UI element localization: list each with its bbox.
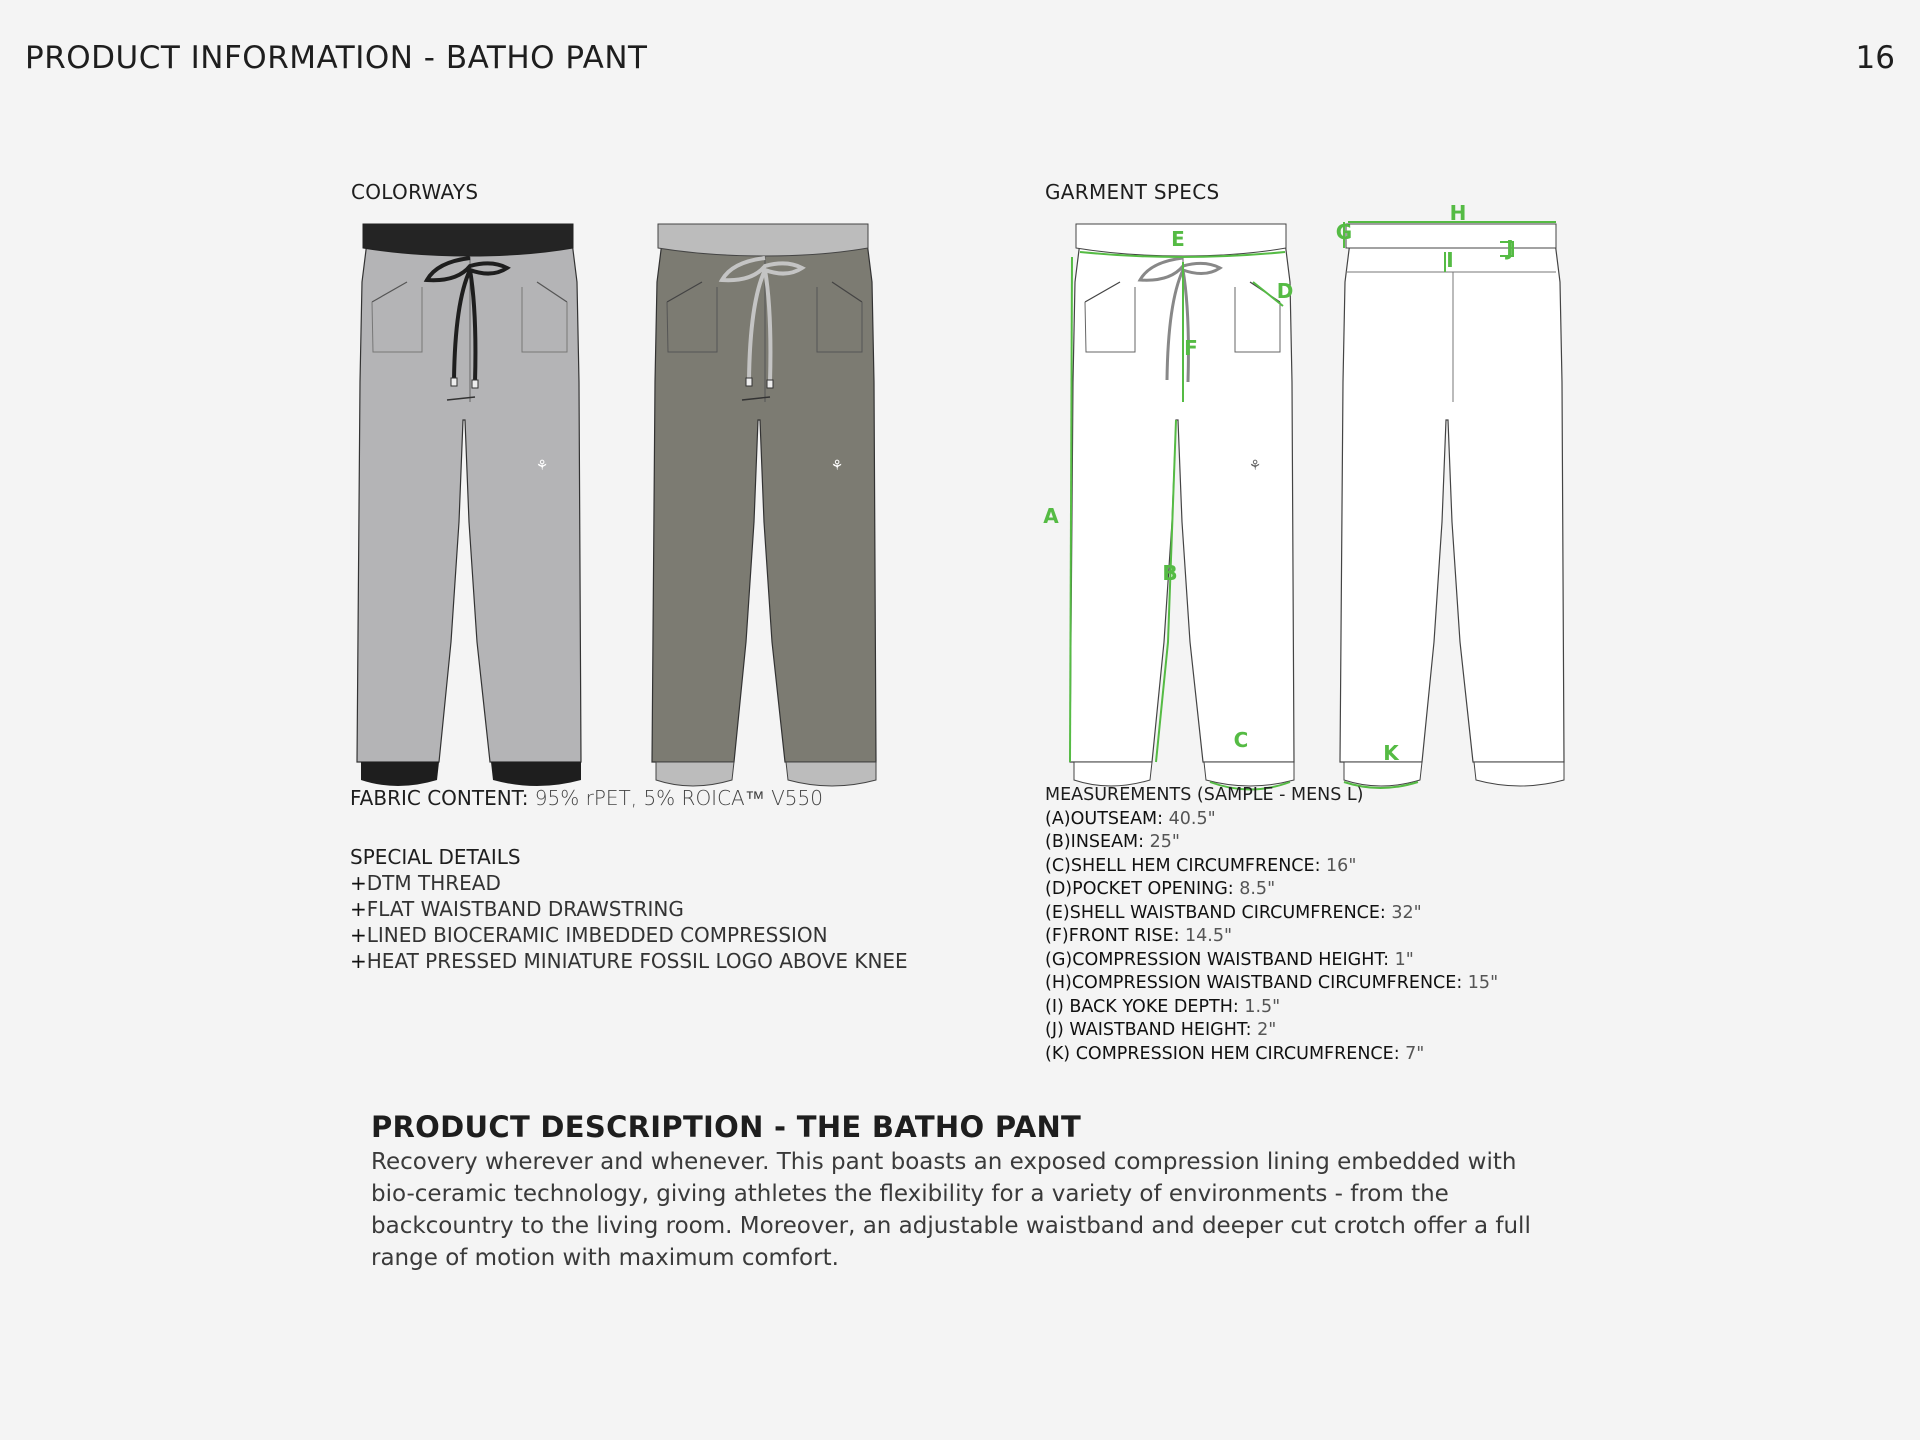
spec-letter-e: E (1171, 227, 1185, 251)
measurement-row: (I) BACK YOKE DEPTH: 1.5" (1045, 996, 1281, 1017)
measurement-row: (F)FRONT RISE: 14.5" (1045, 926, 1233, 946)
special-detail-item: +LINED BIOCERAMIC IMBEDDED COMPRESSION (350, 923, 828, 947)
measurement-row: (K) COMPRESSION HEM CIRCUMFRENCE: 7" (1045, 1043, 1425, 1064)
spec-front-pant (1043, 224, 1294, 790)
measurement-row: (H)COMPRESSION WAISTBAND CIRCUMFRENCE: 15" (1045, 973, 1499, 993)
spec-letter-j: J (1506, 236, 1514, 260)
svg-text:⚘: ⚘ (830, 458, 844, 474)
special-detail-item: +HEAT PRESSED MINIATURE FOSSIL LOGO ABOVE KNEE (350, 949, 908, 973)
spec-letter-h: H (1449, 201, 1467, 225)
product-description (371, 1110, 1571, 1274)
special-details-label: SPECIAL DETAILS (350, 845, 521, 869)
spec-letter-d: D (1276, 279, 1294, 303)
fabric-content-value: 95% rPET, 5% ROICA™ V550 (528, 786, 823, 810)
colorway-2-pant (652, 224, 876, 786)
special-detail-item: +DTM THREAD (350, 871, 501, 895)
spec-letter-k: K (1383, 741, 1399, 765)
special-details (350, 844, 908, 974)
fabric-content (350, 786, 823, 811)
measurements-label: MEASUREMENTS (SAMPLE - MENS L) (1045, 785, 1364, 805)
colorway-1-pant (357, 224, 581, 786)
spec-letter-c: C (1233, 728, 1249, 752)
page-title: PRODUCT INFORMATION - BATHO PANT (25, 40, 648, 76)
spec-letter-f: F (1184, 336, 1198, 360)
measurement-row: (D)POCKET OPENING: 8.5" (1045, 879, 1276, 899)
spec-back-pant (1336, 201, 1564, 788)
svg-text:⚘: ⚘ (1248, 458, 1262, 474)
product-description-title: PRODUCT DESCRIPTION - THE BATHO PANT (371, 1110, 1082, 1144)
spec-letter-a: A (1043, 504, 1059, 528)
measurement-row: (E)SHELL WAISTBAND CIRCUMFRENCE: 32" (1045, 902, 1422, 923)
spec-letter-b: B (1162, 561, 1178, 585)
measurement-row: (G)COMPRESSION WAISTBAND HEIGHT: 1" (1045, 949, 1414, 970)
measurement-row: (J) WAISTBAND HEIGHT: 2" (1045, 1020, 1277, 1040)
spec-letter-i: I (1446, 248, 1454, 272)
measurement-row: (C)SHELL HEM CIRCUMFRENCE: 16" (1045, 855, 1357, 876)
fabric-content-label: FABRIC CONTENT: (350, 786, 529, 810)
measurements (1045, 784, 1498, 1066)
colorways-label: COLORWAYS (351, 180, 479, 204)
measurement-row: (B)INSEAM: 25" (1045, 832, 1180, 852)
special-detail-item: +FLAT WAISTBAND DRAWSTRING (350, 897, 684, 921)
product-description-body: Recovery wherever and whenever. This pant boasts an exposed compression lining embedded with bio-ceramic technology, giving athletes the flexibility for a variety of environments - from the backcountry to the living room. Moreover, an adjustable waistband and deeper cut crotch offer a full range of motion with maximum comfort. (371, 1149, 1531, 1271)
page-number: 16 (1855, 40, 1895, 76)
svg-text:⚘: ⚘ (535, 458, 549, 474)
garment-specs-label: GARMENT SPECS (1045, 180, 1220, 204)
spec-letter-g: G (1335, 220, 1353, 244)
measurement-row: (A)OUTSEAM: 40.5" (1045, 808, 1216, 829)
